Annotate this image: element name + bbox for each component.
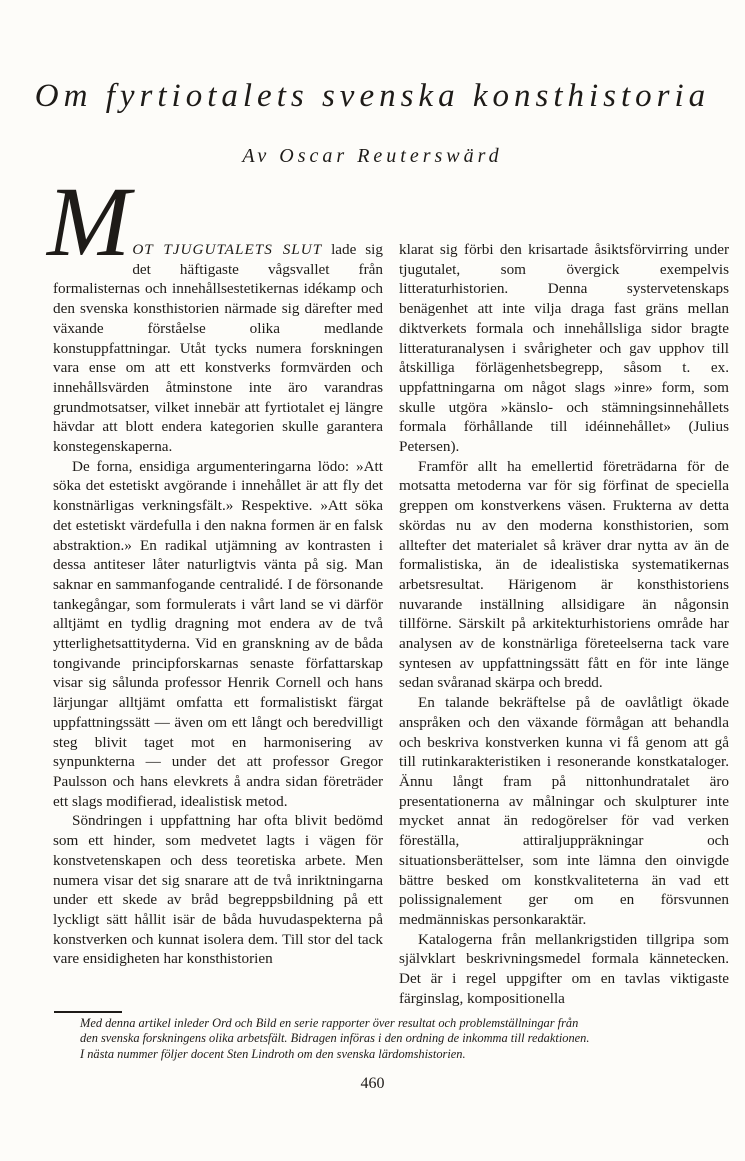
right-column [399,240,729,1008]
drop-cap: M [47,166,131,277]
article-byline: Av Oscar Reuterswärd [242,145,503,167]
body-paragraph: De forna, ensidiga argumenteringarna lödo: »Att söka det estetiskt avgörande i innehållet är att fly det konstnärligas verkningsfält.» Respektive. »Att söka det estetiskt värdefulla i den nakna formen är en falsk abstraktion.» En radikal utjämning av kontrasten i dessa antiteser låter naturligtvis vänta på sig. Man saknar en sammanfogande centralidé. I de försonande tankegångar, som formulerats i vårt land se vi därför alltjämt en tydlig dragning mot endera av de två ytterlighetsattityderna. Vid en granskning av de båda tongivande principforskarnas senaste författarskap visar sig sålunda professor Henrik Cornell och hans lärjungar alltjämt omfatta ett formalistiskt färgat uppfattningssätt — även om ett långt och beredvilligt steg blivit taget mot en harmonisering av synpunkterna — under det att professor Gregor Paulsson och hans elevkrets å andra sidan företräder ett slags modifierad, idealistisk metod. [53,457,383,810]
body-paragraph: Framför allt ha emellertid företrädarna för de motsatta metoderna var för sig förfinat de speciella greppen om konstverkens väsen. Frukterna av detta skördas nu av den moderna konsthistorien, som alltefter det materialet så kräver drar nytta av än de formalistiska, än de idealistiska systematikernas arbetsresultat. Härigenom är konsthistoriens nuvarande inställning allsidigare än någonsin tillförne. Särskilt på arkitekturhistoriens område har analysen av de konstnärliga företeelserna tack vare syntesen av uppfattningssätt fått en för inte länge sedan svåranad skärpa och bredd. [399,457,729,692]
body-paragraph: Söndringen i uppfattning har ofta blivit bedömd som ett hinder, som medvetet lagts i vägen för konstvetenskapen och dess teoretiska arbete. Men numera visar det sig snarare att de två inriktningarna under ett skede av bråd begreppsbildning på ett lyckligt sätt hållit isär de båda huvudaspekterna på konstverken och kunnat isolera dem. Till stor del tack vare ensidigheten har konsthistorien [53,812,383,968]
footnote [80,1016,720,1062]
footnote-line: I nästa nummer följer docent Sten Lindroth om den svenska lärdomshistorien. [80,1046,466,1061]
opening-paragraph-text: lade sig det häftigaste vågsvallet från formalisternas och innehållsestetikernas idékamp och den svenska konsthistorien närmade sig därefter med växande förståelse olika medlande konstuppfattningar. Utåt tycks numera forskningen vara ense om att ett konstverks formvärden och innehållsvärden åtminstone inte äro varandras grundmotsatser, vilket innebär att fyrtiotalet ej längre hävdar att blott endera kategorien skulle garantera konstegenskaperna. [53,241,383,456]
body-paragraph: klarat sig förbi den krisartade åsiktsförvirring under tjugutalet, som övergick exempelvis litteraturhistorien. Denna systervetenskaps benägenhet att inte vilja draga fast gräns mellan diktverkets formala och innehållsliga sidor bragte litteraturanalysen i svårigheter och gav upphov till åtskilliga förlägenhetsbegrepp, såsom t. ex. uppfattningarna om något slags »inre» form, som skulle utgöra »känslo- och stämningsinnehållets formala förhållande till idéinnehållet» (Julius Petersen). [399,241,729,456]
footnote-line: Med denna artikel inleder Ord och Bild en serie rapporter över resultat och problemställningar från [80,1016,579,1030]
opening-paragraph [47,166,383,457]
article-title: Om fyrtiotalets svenska konsthistoria [34,78,711,114]
footnote-line: den svenska forskningens olika arbetsfält. Bidragen införas i den ordning de inkomma till redaktionen. [80,1031,590,1046]
footnote-rule [54,1011,122,1013]
body-paragraph: En talande bekräftelse på de oavlåtligt ökade anspråken och den växande förmågan att behandla och beskriva konstverken kunna vi få genom att gå till rutinkarakteristiken i resonerande konstkataloger. Ännu långt fram på nittonhundratalet äro presentationerna av målningar och skulpturer inte mycket annat än redogörelser för vad verken föreställa, attiraljuppräkningar och situationsberättelser, som inte lämna den oinvigde bättre besked om konstkvaliteterna än vad ett polissignalement ger om en försvunnen medmänniskas personkaraktär. [399,694,729,928]
left-column [47,166,383,969]
opening-caps: OT TJUGUTALETS SLUT [132,241,323,258]
page-number: 460 [360,1075,385,1092]
body-paragraph: Katalogerna från mellankrigstiden tillgripa som självklart beskrivningsmedel formala kännetecken. Det är i regel uppgifter om en tavlas viktigaste färginslag, kompositionella [399,930,729,1007]
